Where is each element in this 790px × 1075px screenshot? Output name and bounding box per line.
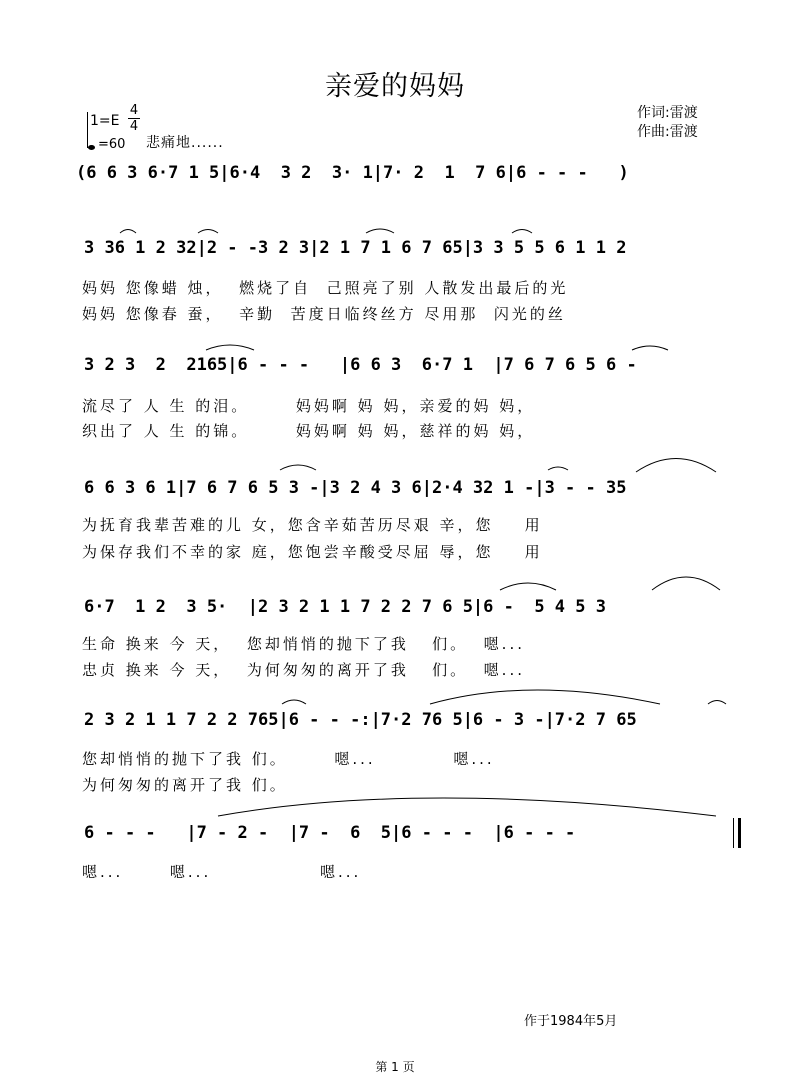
lyric-line-4-1: 为抚育我辈苦难的儿 女，您含辛茹苦历尽艰 辛，您 用 (82, 516, 543, 534)
notation-system-6: 2 3 2 1 1 7 2 2 765|6 - - -:|7·2 76 5|6 - 3 -|7·2 7 65 (84, 710, 637, 730)
slur (548, 467, 568, 470)
slur (282, 700, 306, 704)
lyric-line-2-1: 妈妈 您像蜡 烛， 燃烧了自 己照亮了别 人散发出最后的光 (82, 279, 569, 297)
key-signature: 1=E (90, 113, 120, 129)
lyric-line-3-2: 织出了 人 生 的锦。 妈妈啊 妈 妈，慈祥的妈 妈， (82, 422, 536, 440)
slur (120, 230, 136, 234)
lyric-line-5-1: 生命 换来 今 天， 您却悄悄的抛下了我 们。 嗯... (82, 635, 525, 653)
slur (430, 690, 660, 704)
lyric-line-4-2: 为保存我们不幸的家 庭，您饱尝辛酸受尽屈 辱，您 用 (82, 543, 543, 561)
lyric-line-5-2: 忠贞 换来 今 天， 为何匆匆的离开了我 们。 嗯... (82, 661, 525, 679)
page-title: 亲爱的妈妈 (325, 71, 465, 102)
slur (652, 577, 720, 590)
time-signature-top: 4 (129, 103, 139, 118)
slur (218, 798, 716, 816)
slur (708, 701, 726, 705)
slur (366, 229, 394, 233)
mood-marking: 悲痛地...... (146, 135, 224, 151)
slur (636, 459, 716, 473)
slur (280, 465, 316, 470)
slur (500, 583, 556, 590)
lyric-line-7-1: 嗯... 嗯... 嗯... (82, 863, 362, 881)
notation-system-3: 3 2 3 2 2165|6 - - - |6 6 3 6·7 1 |7 6 7 6 5 6 - (84, 355, 637, 375)
slur (512, 230, 532, 234)
lyric-line-6-2: 为何匆匆的离开了我 们。 (82, 776, 288, 794)
slur (632, 346, 668, 350)
lyric-line-6-1: 您却悄悄的抛下了我 们。 嗯... 嗯... (82, 750, 495, 768)
lyric-line-2-2: 妈妈 您像春 蚕， 辛勤 苦度日临终丝方 尽用那 闪光的丝 (82, 305, 566, 323)
slur (198, 230, 218, 234)
tempo-value: =60 (98, 137, 126, 152)
composer-credit: 作曲:雷渡 (637, 124, 698, 140)
slur (206, 345, 254, 350)
page-number: 第 1 页 (375, 1060, 415, 1074)
lyric-line-3-1: 流尽了 人 生 的泪。 妈妈啊 妈 妈，亲爱的妈 妈， (82, 397, 536, 415)
notation-system-2: 3 36 1 2 32|2 - -3 2 3|2 1 7 1 6 7 65|3 3 5 5 6 1 1 2 (84, 238, 627, 258)
notation-system-4: 6 6 3 6 1|7 6 7 6 5 3 -|3 2 4 3 6|2·4 32 1 -|3 - - 35 (84, 478, 627, 498)
notation-system-5: 6·7 1 2 3 5· |2 3 2 1 1 7 2 2 7 6 5|6 - 5 4 5 3 (84, 597, 606, 617)
notation-system-1: (6 6 3 6·7 1 5|6·4 3 2 3· 1|7· 2 1 7 6|6 - - - ) (76, 163, 629, 183)
notation-system-7: 6 - - - |7 - 2 - |7 - 6 5|6 - - - |6 - - - (84, 823, 576, 843)
time-signature-bottom: 4 (129, 119, 139, 134)
composition-date: 作于1984年5月 (524, 1014, 618, 1029)
lyricist-credit: 作词:雷渡 (637, 105, 698, 121)
